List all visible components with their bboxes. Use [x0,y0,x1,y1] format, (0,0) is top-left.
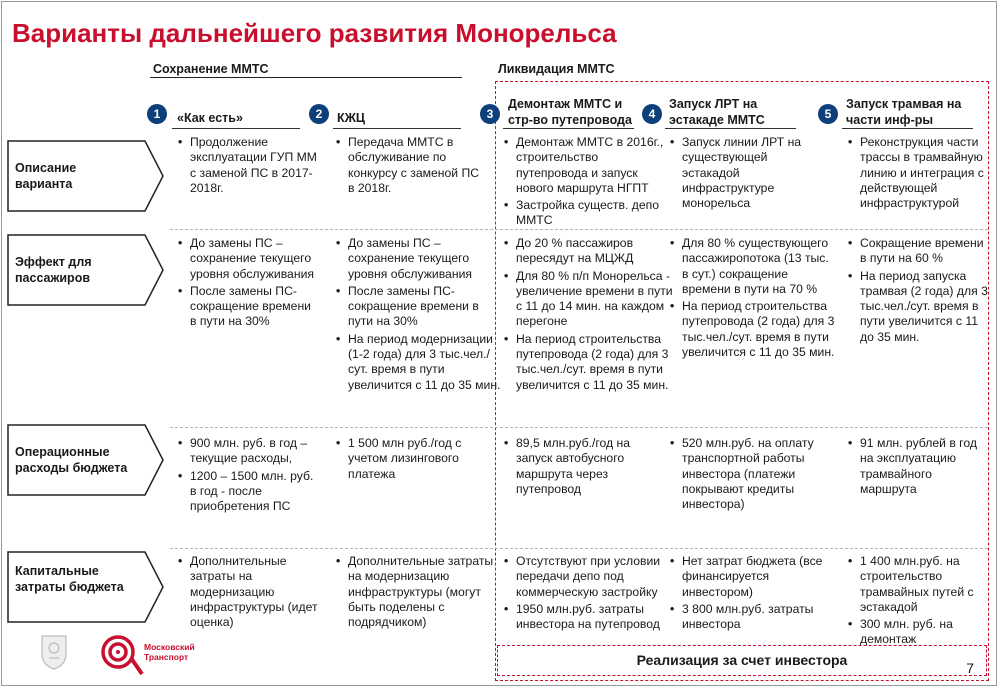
column-underline-5 [842,128,973,129]
column-title-5-line2: части инф-ры [846,113,934,127]
bullet-item: • На период модернизации (1-2 года) для 3 тыс.чел./сут. время в пути увеличится с 11 до 35 мин. [348,332,506,393]
cell-operating-5 [846,436,990,499]
row-label-passengers-text [15,254,92,286]
row-label-passengers [7,234,167,306]
bullet-item: • До замены ПС – сохранение текущего уровня обслуживания [348,236,506,282]
row-label-description [7,140,167,212]
column-underline-1 [172,128,300,129]
column-number-3: 3 [480,104,500,124]
bullet-item: • На период строительства путепровода (2 года) для 3 тыс.чел./сут. время в пути увеличится с 11 до 35 мин. [682,299,838,360]
row-label-description-line1: Описание [15,161,77,175]
bullet-item: • На период запуска трамвая (2 года) для 3 тыс.чел./сут. время в пути увеличится с 11 до 35 мин. [860,269,988,345]
column-title-4-line1: Запуск ЛРТ на [669,97,758,111]
page-number: 7 [966,660,974,676]
bullet-item: • Дополнительные затраты на модернизацию инфраструктуры (идет оценка) [190,554,330,630]
moscow-coat-of-arms-icon [40,634,68,670]
bullet-item: • 300 млн. руб. на демонтаж [860,617,994,648]
column-title-5 [846,96,961,128]
group-label-keep: Сохранение ММТС [153,62,269,76]
cell-capital-4 [668,554,832,634]
cell-passengers-5 [846,236,988,347]
bullet-item: • Дополнительные затраты на модернизацию инфраструктуры (могут быть поделены с подрядчиком) [348,554,498,630]
row-label-capital [7,551,167,623]
bullet-item: • Продолжение эксплуатации ГУП ММ с заменой ПС в 2017-2018г. [190,135,318,196]
cell-operating-1 [176,436,314,516]
bullet-item: • Отсутствуют при условии передачи депо под коммерческую застройку [516,554,676,600]
bullet-item: • Сокращение времени в пути на 60 % [860,236,988,267]
column-underline-3 [503,128,634,129]
column-underline-4 [665,128,796,129]
row-label-description-text [15,160,76,192]
page-title: Варианты дальнейшего развития Монорельса [12,18,617,48]
cell-passengers-2 [334,236,506,395]
bullet-item: • 520 млн.руб. на оплату транспортной работы инвестора (платежи покрывают кредиты инвестора) [682,436,832,512]
row-label-operating-line2: расходы бюджета [15,461,128,475]
column-title-3-line2: стр-во путепровода [508,113,632,127]
row-label-passengers-line1: Эффект для [15,255,92,269]
column-number-5: 5 [818,104,838,124]
column-title-5-line1: Запуск трамвая на [846,97,962,111]
column-title-2: КЖЦ [337,111,366,125]
bullet-item: • Реконструкция части трассы в трамвайную линию и интеграция с действующей инфраструктурой [860,135,1000,211]
cell-description-2 [334,135,480,198]
investor-note: Реализация за счет инвестора [497,645,987,676]
group-line-keep [150,77,462,78]
bullet-item: • 1950 млн.руб. затраты инвестора на путепровод [516,602,676,633]
cell-operating-4 [668,436,832,514]
cell-capital-5 [846,554,994,650]
bullet-item: • 1 500 млн руб./год с учетом лизингового платежа [348,436,480,482]
bullet-item: • Для 80 % существующего пассажиропотока (13 тыс. в сут.) сокращение времени в пути на 70 % [682,236,838,297]
column-underline-2 [333,128,461,129]
row-label-passengers-line2: пассажиров [15,271,91,285]
cell-description-1 [176,135,318,198]
bullet-item: • Передача ММТС в обслуживание по конкурсу с заменой ПС в 2018г. [348,135,480,196]
bullet-item: • Демонтаж ММТС в 2016г., строительство путепровода и запуск нового маршрута НГПТ [516,135,664,196]
row-label-capital-line2: затраты бюджета [15,580,124,594]
row-label-description-line2: варианта [15,177,73,191]
bullet-item: • После замены ПС- сокращение времени в пути на 30% [348,284,506,330]
bullet-item: • До замены ПС – сохранение текущего уровня обслуживания [190,236,318,282]
row-separator [170,427,988,428]
logo-text-line2: Транспорт [144,652,189,662]
cell-passengers-3 [502,236,674,395]
bullet-item: • 89,5 млн.руб./год на запуск автобусного маршрута через путепровод [516,436,664,497]
bullet-item: • После замены ПС- сокращение времени в пути на 30% [190,284,318,330]
row-label-operating-text [15,444,127,476]
cell-description-5 [846,135,1000,213]
group-label-liquidate: Ликвидация ММТС [498,62,615,76]
moscow-transport-logo-text [144,642,195,662]
bullet-item: • Запуск линии ЛРТ на существующей эстакадой инфраструктуре монорельса [682,135,822,211]
cell-operating-3 [502,436,664,499]
column-title-1: «Как есть» [177,111,243,125]
bullet-item: • 91 млн. рублей в год на эксплуатацию трамвайного маршрута [860,436,990,497]
bullet-item: • На период строительства путепровода (2 года) для 3 тыс.чел./сут. время в пути увеличится с 11 до 35 мин. [516,332,674,393]
moscow-transport-logo-icon [98,632,144,676]
cell-capital-2 [334,554,498,632]
bullet-item: • Для 80 % п/п Монорельса - увеличение времени в пути с 11 до 14 мин. на каждом перегоне [516,269,674,330]
bullet-item: • 900 млн. руб. в год – текущие расходы, [190,436,314,467]
column-number-1: 1 [147,104,167,124]
cell-operating-2 [334,436,480,484]
row-label-operating-line1: Операционные [15,445,110,459]
cell-capital-1 [176,554,330,632]
cell-description-3 [502,135,664,231]
column-title-3 [508,96,632,128]
cell-passengers-1 [176,236,318,332]
row-label-operating [7,424,167,496]
cell-passengers-4 [668,236,838,362]
row-separator [170,548,988,549]
logo-text-line1: Московский [144,642,195,652]
bullet-item: • 3 800 млн.руб. затраты инвестора [682,602,832,633]
bullet-item: • 1 400 млн.руб. на строительство трамвайных путей с эстакадой [860,554,994,615]
row-label-capital-line1: Капитальные [15,564,99,578]
column-number-2: 2 [309,104,329,124]
cell-capital-3 [502,554,676,634]
bullet-item: • До 20 % пассажиров пересядут на МЦЖД [516,236,674,267]
column-title-3-line1: Демонтаж ММТС и [508,97,623,111]
column-title-4-line2: эстакаде ММТС [669,113,765,127]
cell-description-4 [668,135,822,213]
bullet-item: • 1200 – 1500 млн. руб. в год - после приобретения ПС [190,469,314,515]
column-number-4: 4 [642,104,662,124]
bullet-item: • Застройка существ. депо ММТС [516,198,664,229]
row-label-capital-text [15,563,124,595]
bullet-item: • Нет затрат бюджета (все финансируется инвестором) [682,554,832,600]
column-title-4 [669,96,765,128]
